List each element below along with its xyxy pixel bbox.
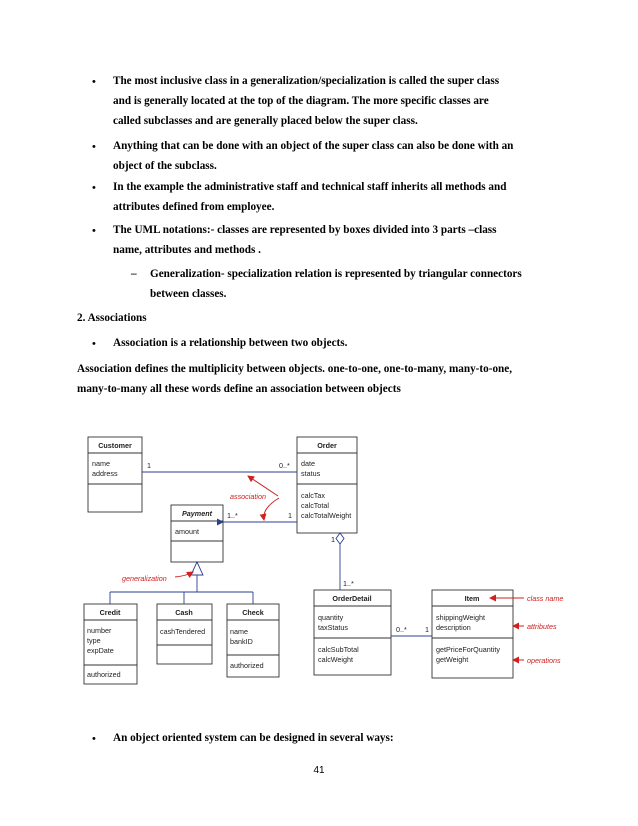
bullet-4-line-2: name, attributes and methods . <box>113 244 261 256</box>
method: authorized <box>87 670 121 679</box>
bottom-bullet-text: An object oriented system can be designed in several ways: <box>113 732 394 744</box>
bullet-4-line-1: The UML notations:- classes are represented by boxes divided into 3 parts –class <box>113 224 497 236</box>
class-name: Cash <box>175 608 193 617</box>
multiplicity: 1 <box>288 511 292 520</box>
association-annotation-arrow-2 <box>264 498 279 520</box>
multiplicity: 1 <box>147 461 151 470</box>
attribute: cashTendered <box>160 627 206 636</box>
class-name: Payment <box>182 509 212 518</box>
attribute: name <box>230 627 248 636</box>
class-name: Item <box>464 594 480 603</box>
bullet-3-line-1: In the example the administrative staff and technical staff inherits all methods and <box>113 181 507 193</box>
annotation-class-name: class name <box>527 594 564 603</box>
bullet-dot: • <box>92 182 96 194</box>
assoc-bullet-text: Association is a relationship between two objects. <box>113 337 348 349</box>
multiplicity: 1..* <box>227 511 238 520</box>
bullet-dot: • <box>92 76 96 88</box>
multiplicity: 0..* <box>396 625 407 634</box>
multiplicity: 0..* <box>279 461 290 470</box>
annotation-generalization: generalization <box>122 574 167 583</box>
generalization-annotation-arrow <box>175 572 193 577</box>
annotation-association: association <box>230 492 266 501</box>
bullet-1-line-3: called subclasses and are generally placed below the super class. <box>113 115 418 127</box>
method: calcTax <box>301 491 325 500</box>
sub-bullet-line-2: between classes. <box>150 288 227 300</box>
attribute: address <box>92 469 118 478</box>
attribute: amount <box>175 527 199 536</box>
multiplicity: 1..* <box>343 579 354 588</box>
attribute: name <box>92 459 110 468</box>
method: getPriceForQuantity <box>436 645 500 654</box>
bullet-1-line-2: and is generally located at the top of the diagram. The more specific classes are <box>113 95 489 107</box>
method: authorized <box>230 661 264 670</box>
class-name: Customer <box>98 441 132 450</box>
multiplicity: 1 <box>331 535 335 544</box>
method: calcWeight <box>318 655 354 664</box>
annotation-operations: operations <box>527 656 561 665</box>
attribute: type <box>87 636 101 645</box>
sub-bullet-dash: – <box>131 268 137 280</box>
bullet-dot: • <box>92 733 96 745</box>
class-box-item <box>432 590 513 678</box>
method: getWeight <box>436 655 469 664</box>
sub-bullet-line-1: Generalization- specialization relation is represented by triangular connectors <box>150 268 522 280</box>
class-name: Check <box>242 608 264 617</box>
paragraph-line-2: many-to-many all these words define an association between objects <box>77 383 401 395</box>
attribute: taxStatus <box>318 623 348 632</box>
class-name: OrderDetail <box>332 594 372 603</box>
attribute: description <box>436 623 471 632</box>
method: calcTotalWeight <box>301 511 352 520</box>
bullet-dot: • <box>92 225 96 237</box>
bullet-dot: • <box>92 141 96 153</box>
method: calcTotal <box>301 501 329 510</box>
multiplicity: 1 <box>425 625 429 634</box>
attribute: bankID <box>230 637 253 646</box>
paragraph-line-1: Association defines the multiplicity between objects. one-to-one, one-to-many, many-to-one, <box>77 363 513 375</box>
bullet-1-line-1: The most inclusive class in a generalization/specialization is called the super class <box>113 75 500 87</box>
attribute: shippingWeight <box>436 613 486 622</box>
page-number: 41 <box>313 765 325 776</box>
bullet-2-line-1: Anything that can be done with an object of the super class can also be done with an <box>113 140 514 152</box>
section-heading: 2. Associations <box>77 312 147 324</box>
class-name: Order <box>317 441 337 450</box>
generalization-triangle-icon <box>191 562 203 575</box>
bullet-3-line-2: attributes defined from employee. <box>113 201 275 213</box>
bullet-2-line-2: object of the subclass. <box>113 160 217 172</box>
method: calcSubTotal <box>318 645 359 654</box>
attribute: date <box>301 459 315 468</box>
aggregation-diamond <box>336 533 344 544</box>
attribute: number <box>87 626 112 635</box>
attribute: expDate <box>87 646 114 655</box>
bullet-dot: • <box>92 338 96 350</box>
attribute: quantity <box>318 613 344 622</box>
class-name: Credit <box>99 608 121 617</box>
attribute: status <box>301 469 321 478</box>
annotation-attributes: attributes <box>527 622 557 631</box>
